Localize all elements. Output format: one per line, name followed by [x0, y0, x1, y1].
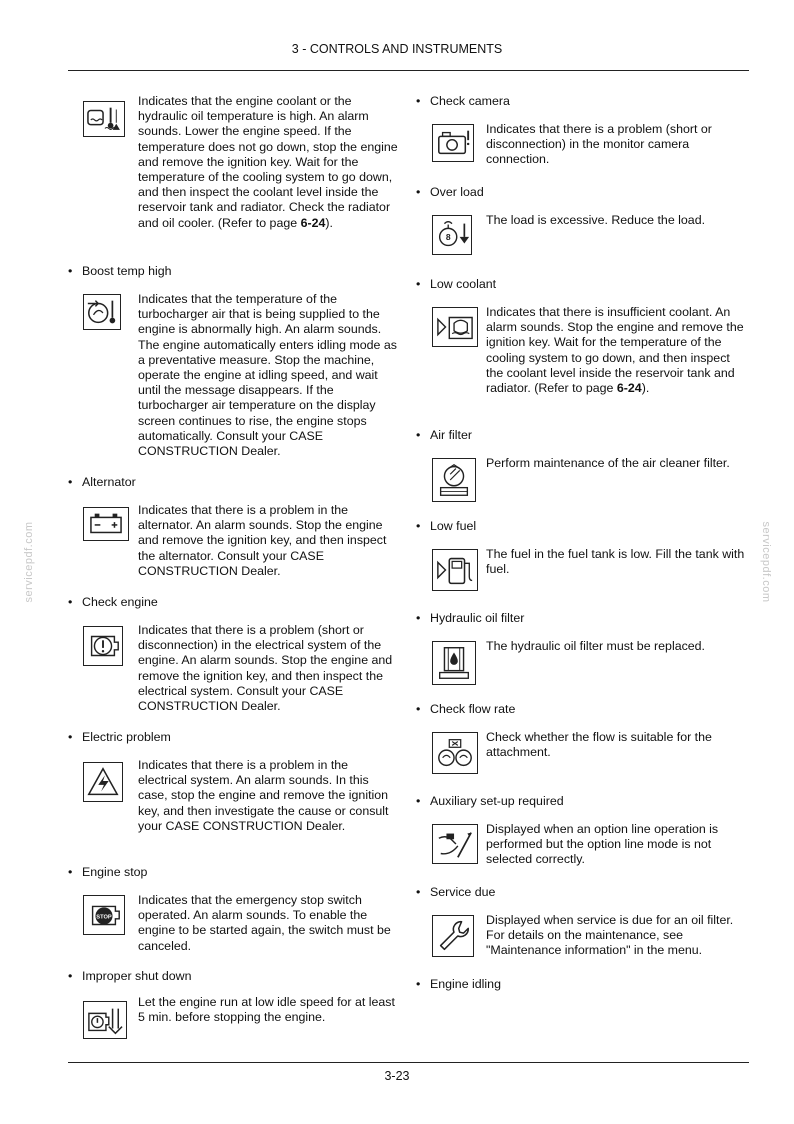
item-title-text: Engine stop	[82, 865, 148, 879]
coolant-temperature-icon	[83, 101, 125, 137]
item-title-text: Check engine	[82, 595, 158, 609]
air-filter-icon	[432, 458, 476, 502]
item-title: • Check flow rate	[416, 702, 516, 716]
description-text: Indicates that there is insufficient coolant. An alarm sounds. Stop the engine and remove the ignition key. Wait for the temperature of the cooling system to go down, and then inspect the coolant level inside the reservoir tank and radiator. (Refer to page	[486, 305, 744, 396]
watermark-right: servicepdf.com	[760, 521, 772, 603]
improper-shutdown-icon	[83, 1001, 127, 1039]
item-description	[138, 292, 398, 459]
item-title-text: Hydraulic oil filter	[430, 611, 525, 625]
item-title-text: Boost temp high	[82, 264, 172, 278]
item-description	[486, 913, 746, 959]
description-text: Perform maintenance of the air cleaner filter.	[486, 456, 730, 470]
turbo-temperature-icon	[83, 294, 121, 330]
description-text: Let the engine run at low idle speed for at least 5 min. before stopping the engine.	[138, 995, 395, 1025]
description-text: Displayed when service is due for an oil filter. For details on the maintenance, see "Maintenance information" in the menu.	[486, 913, 734, 958]
item-title-text: Auxiliary set-up required	[430, 794, 564, 808]
item-description	[486, 213, 746, 228]
item-title: • Over load	[416, 185, 484, 199]
page-header: 3 - CONTROLS AND INSTRUMENTS	[291, 42, 503, 56]
low-coolant-icon	[432, 307, 478, 347]
description-text: The fuel in the fuel tank is low. Fill the tank with fuel.	[486, 547, 745, 577]
item-description	[138, 758, 398, 834]
item-title: • Boost temp high	[68, 264, 172, 278]
item-title: • Check camera	[416, 94, 510, 108]
description-text: Indicates that the temperature of the turbocharger air that is being supplied to the engine is abnormally high. An alarm sounds. The engine automatically enters idling mode as a preventative measure. Stop the machine, operate the engine at idling speed, and wait until the message disappears. If the turbocharger air temperature on the display screen continues to rise, the engine stops automatically. Consult your CASE CONSTRUCTION Dealer.	[138, 292, 397, 459]
flow-rate-icon	[432, 732, 478, 774]
electric-warning-icon	[83, 762, 123, 802]
item-title: • Engine idling	[416, 977, 501, 991]
stop-icon	[83, 895, 125, 935]
item-title-text: Low fuel	[430, 519, 477, 533]
item-title: • Service due	[416, 885, 496, 899]
description-text: Indicates that there is a problem (short or disconnection) in the electrical system of the engine. An alarm sounds. Stop the engine and remove the ignition key, and then inspect the electrical system. Consult your CASE CONSTRUCTION Dealer.	[138, 623, 393, 714]
check-engine-icon	[83, 626, 123, 666]
svg-text:8: 8	[445, 232, 451, 243]
item-title: • Engine stop	[68, 865, 148, 879]
item-title: • Electric problem	[68, 730, 171, 744]
description-text: Indicates that there is a problem in the alternator. An alarm sounds. Stop the engine and remove the ignition key, and then inspect the alternator. Consult your CASE CONSTRUCTION Dealer.	[138, 503, 387, 578]
battery-icon	[83, 507, 129, 541]
description-text: Indicates that there is a problem (short or disconnection) in the monitor camera connection.	[486, 122, 712, 167]
item-description	[138, 503, 398, 579]
item-description	[138, 995, 398, 1025]
item-description	[486, 730, 746, 760]
watermark-left: servicepdf.com	[23, 521, 35, 603]
description-text: The hydraulic oil filter must be replaced.	[486, 639, 706, 653]
auxiliary-setup-icon	[432, 824, 478, 864]
item-description	[486, 547, 746, 577]
item-title: • Auxiliary set-up required	[416, 794, 564, 808]
wrench-icon	[432, 915, 474, 957]
item-title: • Check engine	[68, 595, 158, 609]
item-title-text: Check camera	[430, 94, 510, 108]
description-text: Indicates that the emergency stop switch operated. An alarm sounds. To enable the engine to be started again, the switch must be canceled.	[138, 893, 391, 953]
description-text: The load is excessive. Reduce the load.	[486, 213, 706, 227]
header-rule	[68, 70, 749, 71]
item-description	[486, 305, 746, 396]
description-text: Check whether the flow is suitable for the attachment.	[486, 730, 712, 760]
item-description	[138, 893, 398, 954]
description-text: Indicates that there is a problem in the electrical system. An alarm sounds. In this case, stop the engine and remove the ignition key, and then investigate the cause or consult your CASE CONSTRUCTION Dealer.	[138, 758, 389, 833]
item-title: • Air filter	[416, 428, 472, 442]
item-title-text: Improper shut down	[82, 969, 192, 983]
description-text: Displayed when an option line operation is performed but the option line mode is not selected correctly.	[486, 822, 719, 867]
item-title-text: Electric problem	[82, 730, 171, 744]
item-description	[486, 822, 746, 868]
item-title-text: Air filter	[430, 428, 472, 442]
page-reference: 6-24	[616, 381, 642, 396]
item-description	[486, 122, 746, 168]
item-title: • Improper shut down	[68, 969, 192, 983]
reference-suffix: ).	[325, 215, 333, 230]
page-number: 3-23	[384, 1069, 410, 1083]
footer-rule	[68, 1062, 749, 1063]
item-description	[486, 456, 746, 471]
item-title-text: Engine idling	[430, 977, 501, 991]
fuel-icon	[432, 549, 478, 591]
item-title: • Low fuel	[416, 519, 477, 533]
camera-icon	[432, 124, 474, 162]
item-title-text: Over load	[430, 185, 484, 199]
item-description	[138, 94, 398, 231]
overload-icon	[432, 215, 472, 255]
item-title-text: Check flow rate	[430, 702, 516, 716]
hydraulic-filter-icon	[432, 641, 476, 685]
item-title: • Alternator	[68, 475, 136, 489]
item-title-text: Service due	[430, 885, 496, 899]
item-title: • Hydraulic oil filter	[416, 611, 525, 625]
item-title-text: Alternator	[82, 475, 136, 489]
item-title: • Low coolant	[416, 277, 497, 291]
reference-suffix: ).	[641, 381, 650, 396]
svg-text:STOP: STOP	[96, 914, 112, 921]
page-reference: 6-24	[300, 215, 326, 230]
item-description	[486, 639, 746, 654]
item-title-text: Low coolant	[430, 277, 497, 291]
description-text: Indicates that the engine coolant or the hydraulic oil temperature is high. An alarm sounds. Lower the engine speed. If the temperature does not go down, stop the engine and remove the ignition key. Wait for the temperature of the cooling system to go down, and then inspect the coolant level inside the reservoir tank and radiator. Check the radiator and oil cooler. (Refer to page	[138, 94, 398, 230]
item-description	[138, 623, 398, 714]
